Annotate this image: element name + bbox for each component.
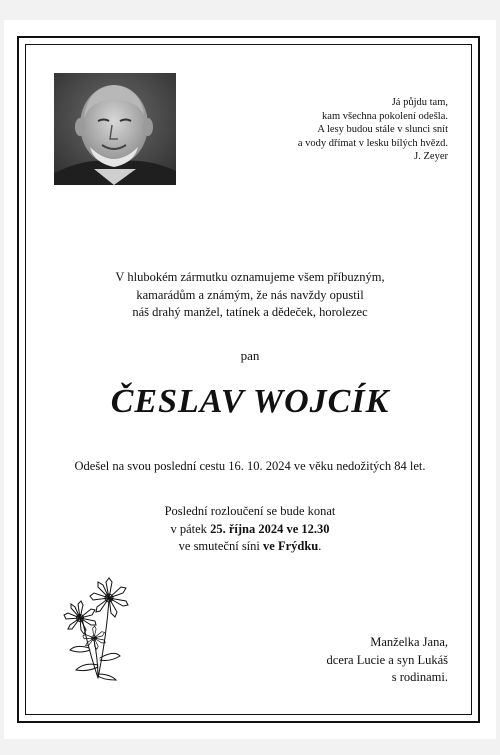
- poem-quote: [228, 96, 448, 164]
- family-line: s rodinami.: [391, 670, 448, 684]
- death-date-text: Odešel na svou poslední cestu 16. 10. 2024 ve věku nedožitých 84 let.: [74, 459, 426, 473]
- quote-line: a vody dřímat v lesku bílých hvězd.: [297, 137, 448, 149]
- farewell-line: Poslední rozloučení se bude konat: [164, 504, 336, 518]
- title-prefix: pan: [240, 348, 260, 363]
- family-signature: [248, 634, 448, 687]
- farewell-place-line: ve smuteční síni ve Frýdku.: [178, 539, 322, 553]
- announcement-text: [4, 269, 496, 322]
- family-line: dcera Lucie a syn Lukáš: [326, 652, 448, 667]
- funeral-date: 25. října 2024 ve 12.30: [210, 521, 330, 536]
- obituary-card: [4, 20, 496, 739]
- farewell-date-line: v pátek 25. října 2024 ve 12.30: [170, 521, 330, 536]
- quote-line: A lesy budou stále v slunci snít: [317, 124, 448, 136]
- quote-author: J. Zeyer: [414, 151, 448, 163]
- edelweiss-flower-icon: [54, 570, 139, 685]
- intro-line: V hlubokém zármutku oznamujeme všem příbuzným,: [115, 270, 385, 284]
- funeral-place: ve Frýdku: [263, 539, 319, 553]
- quote-line: Já půjdu tam,: [391, 97, 448, 108]
- intro-line: kamarádům a známým, že nás navždy opustil: [136, 287, 364, 302]
- family-line: Manželka Jana,: [370, 635, 448, 649]
- funeral-info: [4, 503, 496, 556]
- quote-line: kam všechna pokolení odešla.: [322, 110, 448, 122]
- deceased-name: ČESLAV WOJCÍK: [110, 383, 390, 420]
- portrait-icon: [54, 73, 176, 185]
- intro-line: náš drahý manžel, tatínek a dědeček, horolezec: [132, 305, 368, 319]
- portrait-photo: [54, 73, 176, 185]
